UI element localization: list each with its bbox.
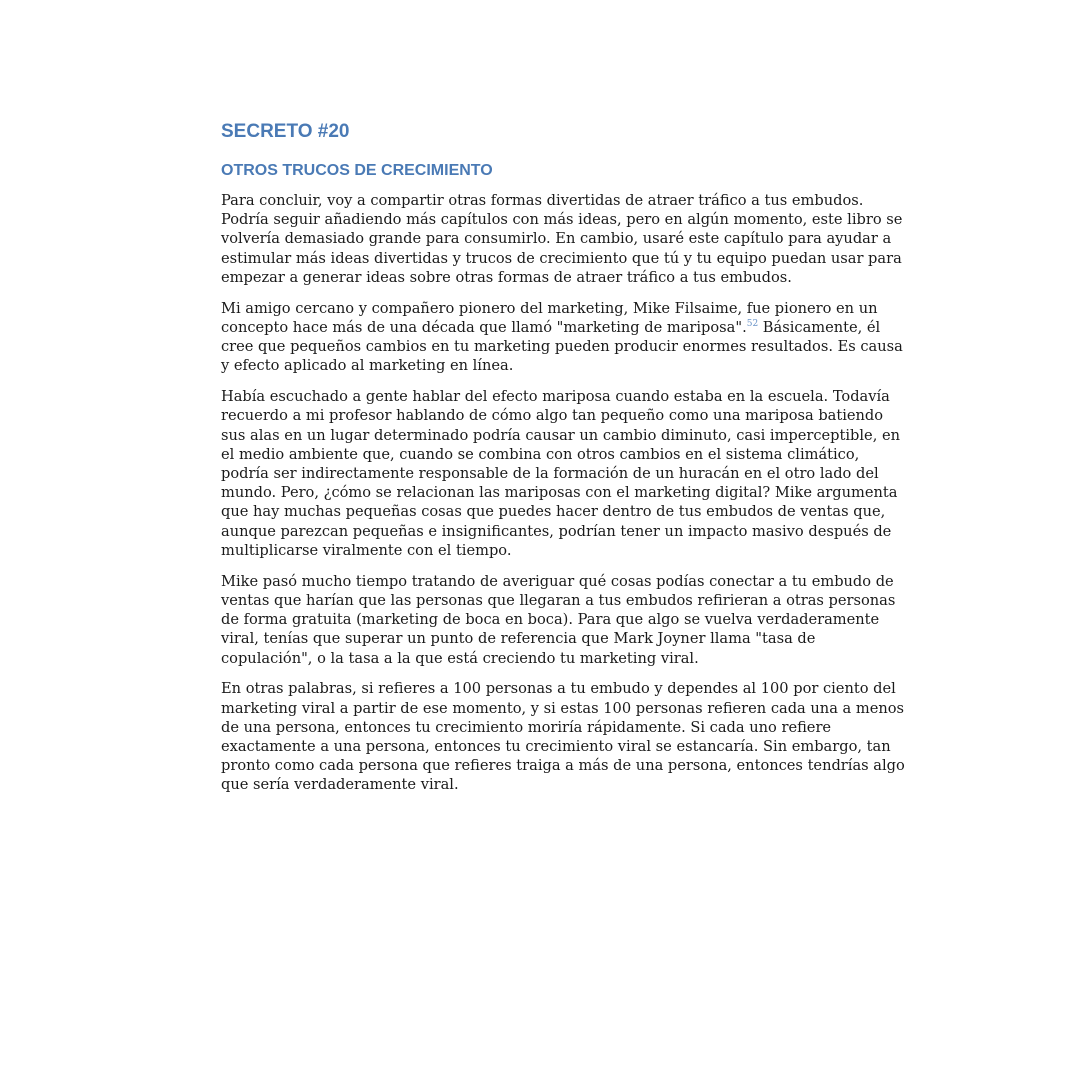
chapter-title: SECRETO #20 — [221, 121, 350, 142]
text-line: volvería demasiado grande para consumirlo. En cambio, usaré este capítulo para ayudar a — [221, 230, 892, 248]
text-line: podría ser indirectamente responsable de la formación de un huracán en el otro lado del — [221, 465, 879, 483]
text-segment: Básicamente, él — [758, 318, 881, 336]
text-line: cree que pequeños cambios en tu marketing pueden producir enormes resultados. Es causa — [221, 338, 903, 356]
footnote-reference-link[interactable]: 52 — [746, 319, 759, 330]
text-line: exactamente a una persona, entonces tu crecimiento viral se estancaría. Sin embargo, tan — [221, 738, 891, 756]
text-line: que sería verdaderamente viral. — [221, 776, 459, 794]
text-line: recuerdo a mi profesor hablando de cómo algo tan pequeño como una mariposa batiendo — [221, 407, 884, 425]
text-line: viral, tenías que superar un punto de referencia que Mark Joyner llama "tasa de — [221, 630, 816, 648]
text-line: de forma gratuita (marketing de boca en boca). Para que algo se vuelva verdaderamente — [221, 611, 880, 629]
paragraph-3 — [221, 387, 901, 560]
paragraph-2 — [221, 299, 903, 376]
text-line: Mi amigo cercano y compañero pionero del marketing, Mike Filsaime, fue pionero en un — [221, 299, 878, 317]
text-line: el medio ambiente que, cuando se combina con otros cambios en el sistema climático, — [221, 445, 860, 463]
text-line: multiplicarse viralmente con el tiempo. — [221, 541, 512, 559]
text-segment: concepto hace más de una década que llamó "marketing de mariposa". — [221, 318, 747, 336]
text-line: copulación", o la tasa a la que está creciendo tu marketing viral. — [221, 649, 699, 667]
text-line: y efecto aplicado al marketing en línea. — [221, 357, 514, 375]
text-line: sus alas en un lugar determinado podría causar un cambio diminuto, casi imperceptible, en — [221, 426, 901, 444]
paragraph-1 — [221, 191, 903, 287]
text-line: pronto como cada persona que refieres traiga a más de una persona, entonces tendrías algo — [221, 757, 905, 775]
paragraph-4 — [221, 572, 896, 668]
section-title: OTROS TRUCOS DE CRECIMIENTO — [221, 162, 493, 179]
text-line: marketing viral a partir de ese momento, y si estas 100 personas refieren cada una a menos — [221, 699, 905, 717]
text-line: ventas que harían que las personas que llegaran a tus embudos refirieran a otras personas — [221, 591, 896, 609]
text-line: Podría seguir añadiendo más capítulos con más ideas, pero en algún momento, este libro se — [221, 211, 903, 229]
text-line: mundo. Pero, ¿cómo se relacionan las mariposas con el marketing digital? Mike argumenta — [221, 484, 898, 502]
text-line: aunque parezcan pequeñas e insignificantes, podrían tener un impacto masivo después de — [221, 522, 892, 540]
paragraph-5 — [221, 679, 905, 794]
document-page — [221, 118, 905, 806]
text-line: estimular más ideas divertidas y trucos de crecimiento que tú y tu equipo puedan usar para — [221, 249, 902, 267]
text-line: Había escuchado a gente hablar del efecto mariposa cuando estaba en la escuela. Todavía — [221, 388, 890, 406]
text-line-with-footnote — [221, 318, 881, 337]
text-line: que hay muchas pequeñas cosas que puedes hacer dentro de tus embudos de ventas que, — [221, 503, 886, 521]
text-line: En otras palabras, si refieres a 100 personas a tu embudo y dependes al 100 por ciento del — [221, 680, 896, 698]
text-line: Para concluir, voy a compartir otras formas divertidas de atraer tráfico a tus embudos. — [221, 192, 864, 209]
text-line: de una persona, entonces tu crecimiento moriría rápidamente. Si cada uno refiere — [221, 718, 832, 736]
text-line: Mike pasó mucho tiempo tratando de averiguar qué cosas podías conectar a tu embudo de — [221, 572, 894, 590]
text-line: empezar a generar ideas sobre otras formas de atraer tráfico a tus embudos. — [221, 268, 792, 286]
